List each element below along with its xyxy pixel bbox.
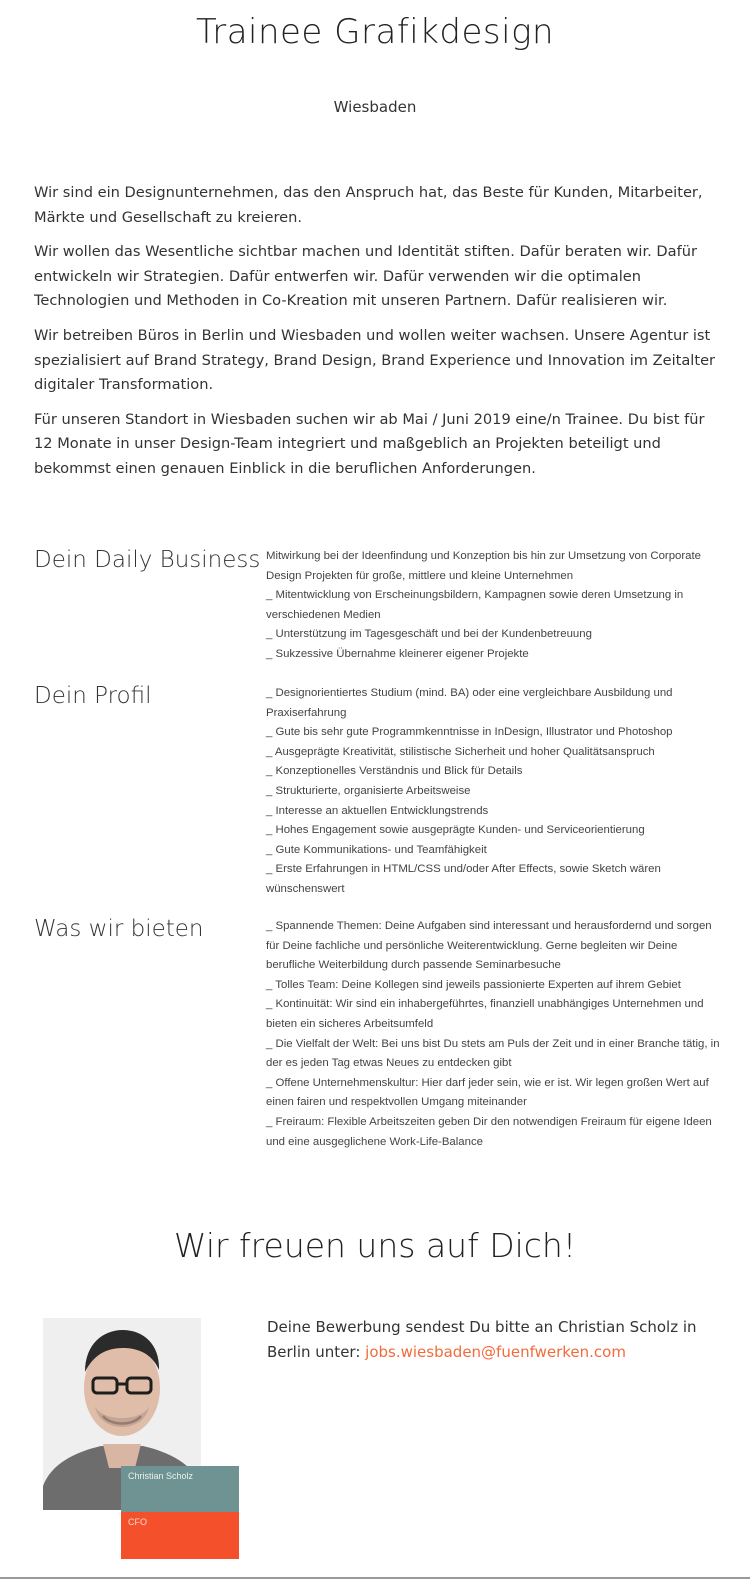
intro-paragraph: Für unseren Standort in Wiesbaden suchen wir ab Mai / Juni 2019 eine/n Trainee. Du bist für 12 Monate in unser Design-Team integriert und maßgeblich an Projekten beteiligt und bekommst einen genauen Einblick in die beruflichen Anforderungen.: [34, 410, 705, 477]
intro-paragraph: Wir wollen das Wesentliche sichtbar machen und Identität stiften. Dafür beraten wir. Dafür entwickeln wir Strategien. Dafür entwerfen wir. Dafür verwenden wir die optimalen Technologien und Methoden in Co-Kreation mit unseren Partnern. Dafür realisieren wir.: [34, 243, 697, 310]
job-location: Wiesbaden: [333, 98, 417, 116]
name-card: [121, 1466, 239, 1512]
intro-paragraph: Wir sind ein Designunternehmen, das den Anspruch hat, das Beste für Kunden, Mitarbeiter, Märkte und Gesellschaft zu kreieren.: [34, 184, 703, 226]
contact-role: CFO: [128, 1517, 147, 1527]
list-profil: [266, 684, 721, 900]
list-item: _ Tolles Team: Deine Kollegen sind jeweils passionierte Experten auf ihrem Gebiet: [266, 978, 681, 991]
list-item: _ Freiraum: Flexible Arbeitszeiten geben Dir den notwendigen Freiraum für eigene Ideen und eine ausgeglichene Work-Life-Balance: [266, 1115, 712, 1148]
list-item: _ Interesse an aktuellen Entwicklungstrends: [266, 804, 489, 817]
intro-text: [34, 181, 724, 492]
heading-daily-business: Dein Daily Business: [34, 547, 261, 573]
list-daily-business: [266, 547, 721, 665]
list-item: Mitwirkung bei der Ideenfindung und Konzeption bis hin zur Umsetzung von Corporate Design Projekten für große, mittlere und kleine Unternehmen: [266, 550, 701, 582]
page-divider: [0, 1577, 750, 1579]
list-item: _ Konzeptionelles Verständnis und Blick für Details: [266, 765, 523, 778]
role-card: [121, 1512, 239, 1559]
list-item: _ Erste Erfahrungen in HTML/CSS und/oder After Effects, sowie Sketch wären wünschenswert: [266, 863, 661, 895]
page-title: Trainee Grafikdesign: [195, 12, 555, 52]
list-item: _ Mitentwicklung von Erscheinungsbildern, Kampagnen sowie deren Umsetzung in verschiedenen Medien: [266, 589, 684, 621]
cta-heading: Wir freuen uns auf Dich!: [173, 1226, 577, 1265]
list-item: _ Hohes Engagement sowie ausgeprägte Kunden- und Serviceorientierung: [266, 824, 645, 837]
heading-profil: Dein Profil: [34, 683, 152, 709]
list-item: _ Strukturierte, organisierte Arbeitsweise: [266, 784, 471, 797]
contact-text: [267, 1315, 707, 1364]
intro-paragraph: Wir betreiben Büros in Berlin und Wiesbaden und wollen weiter wachsen. Unsere Agentur ist spezialisiert auf Brand Strategy, Brand Design, Brand Experience und Innovation im Zeitalter digitaler Transformation.: [34, 326, 716, 394]
list-item: _ Designorientiertes Studium (mind. BA) oder eine vergleichbare Ausbildung und Praxiserfahrung: [266, 687, 673, 719]
list-item: _ Spannende Themen: Deine Aufgaben sind interessant und herausfordernd und sorgen für Deine fachliche und persönliche Weiterentwicklung. Gerne begleiten wir Deine berufliche Weiterbildung durch passende Seminarbesuche: [266, 920, 712, 972]
list-item: _ Gute Kommunikations- und Teamfähigkeit: [266, 843, 487, 856]
heading-was-wir-bieten: Was wir bieten: [34, 916, 204, 942]
contact-name: Christian Scholz: [128, 1471, 194, 1481]
list-item: _ Ausgeprägte Kreativität, stilistische Sicherheit und hoher Qualitätsanspruch: [266, 745, 655, 758]
list-item: _ Unterstützung im Tagesgeschäft und bei der Kundenbetreuung: [266, 628, 592, 641]
email-link[interactable]: jobs.wiesbaden@fuenfwerken.com: [365, 1342, 626, 1361]
contact-instruction: Deine Bewerbung sendest Du bitte an Christian Scholz in Berlin unter:: [267, 1318, 697, 1361]
list-item: _ Kontinuität: Wir sind ein inhabergeführtes, finanziell unabhängiges Unternehmen und bieten ein sicheres Arbeitsumfeld: [266, 998, 704, 1030]
list-item: _ Offene Unternehmenskultur: Hier darf jeder sein, wie er ist. Wir legen großen Wert auf einen fairen und respektvollen Umgang miteinander: [266, 1076, 709, 1109]
list-was-wir-bieten: [266, 917, 721, 1152]
list-item: _ Gute bis sehr gute Programmkenntnisse in InDesign, Illustrator und Photoshop: [266, 726, 673, 739]
list-item: _ Sukzessive Übernahme kleinerer eigener Projekte: [266, 647, 529, 660]
list-item: _ Die Vielfalt der Welt: Bei uns bist Du stets am Puls der Zeit und in einer Branche tätig, in der es jeden Tag etwas Neues zu entdecken gibt: [266, 1037, 720, 1070]
